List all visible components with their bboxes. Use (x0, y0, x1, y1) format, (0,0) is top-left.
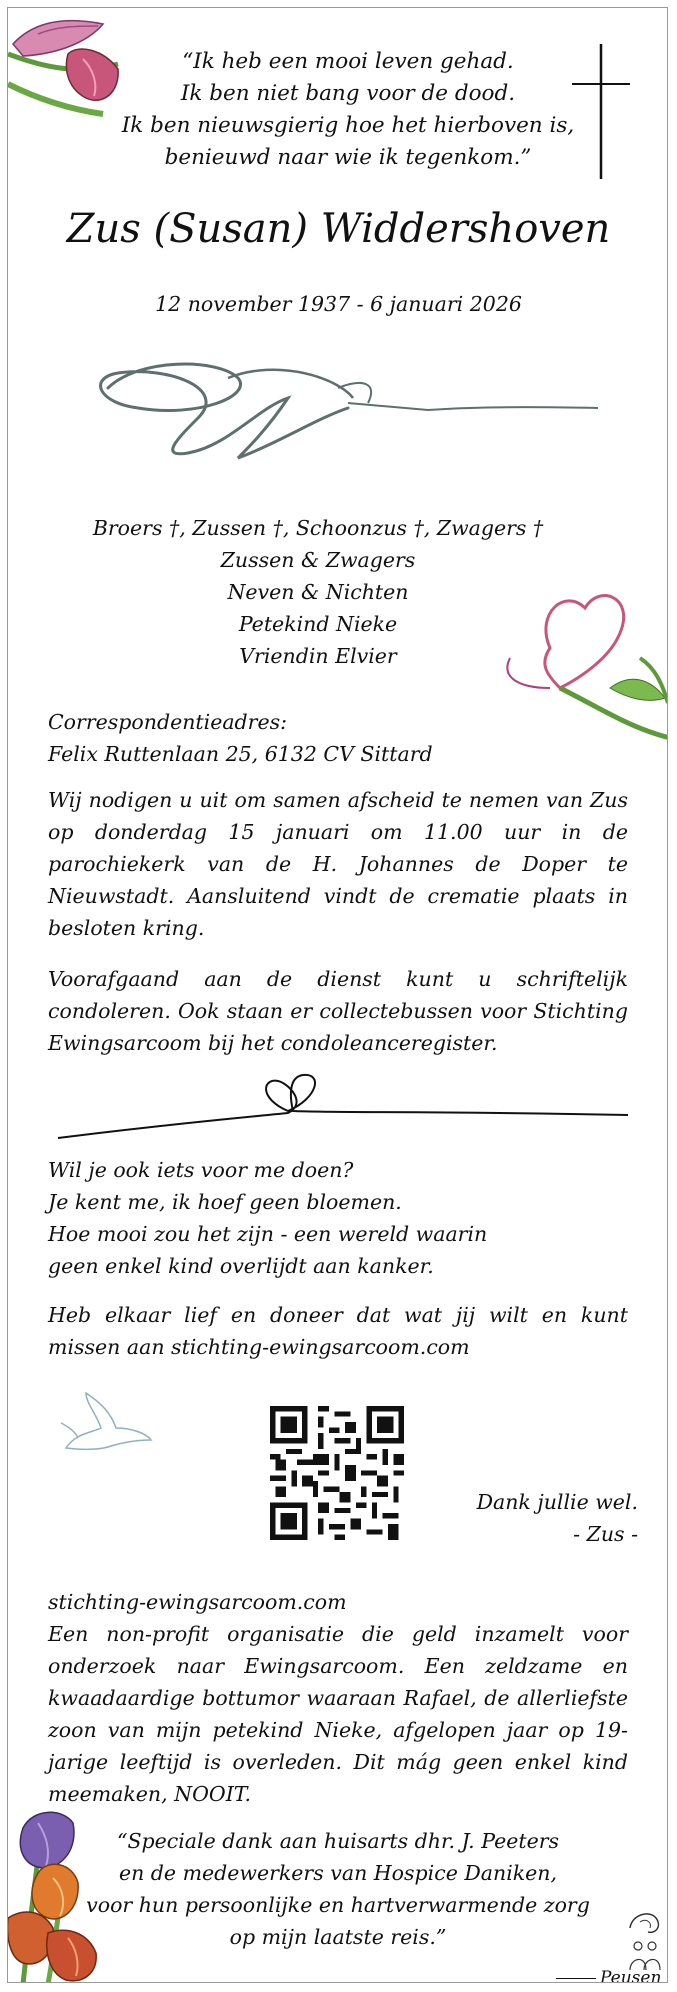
thanks-signoff: - Zus - (573, 1522, 638, 1546)
life-dates: 12 november 1937 - 6 januari 2026 (155, 292, 522, 316)
family-line: Neven & Nichten (227, 580, 409, 604)
closing-thanks (48, 1825, 628, 1953)
invitation-text: Wij nodigen u uit om samen afscheid te nemen van Zus op donderdag 15 januari om 11.00 uur in de parochiekerk van de H. Johannes de Doper te Nieuwstadt. Aansluitend vindt de crematie plaats in besloten kring. (48, 788, 628, 940)
closing-line: en de medewerkers van Hospice Daniken, (118, 1861, 558, 1885)
wish-line: Wil je ook iets voor me doen? (48, 1158, 354, 1182)
poem-line: “Ik heb een mooi leven gehad. (182, 49, 514, 74)
publisher-name (556, 1968, 661, 1983)
foundation-block (48, 1586, 628, 1810)
obituary-card (7, 7, 668, 1983)
closing-line: voor hun persoonlijke en hartverwarmende zorg (86, 1893, 590, 1917)
correspondence-block (48, 706, 628, 770)
wish-line: geen enkel kind overlijdt aan kanker. (48, 1254, 434, 1278)
opening-poem (98, 46, 598, 174)
family-line: Zussen & Zwagers (220, 548, 416, 572)
thanks-block (428, 1486, 638, 1550)
deceased-name: Zus (Susan) Widdershoven (66, 206, 611, 252)
publisher-label: Peusen (600, 1968, 662, 1983)
poem-line: Ik ben niet bang voor de dood. (180, 81, 516, 106)
thanks-line: Dank jullie wel. (476, 1490, 638, 1514)
wish-line: Hoe mooi zou het zijn - een wereld waarin (48, 1222, 488, 1246)
wish-line: Je kent me, ik hoef geen bloemen. (48, 1190, 402, 1214)
heart-line-ornament (58, 1063, 628, 1143)
poem-line: Ik ben nieuwsgierig hoe het hierboven is, (121, 113, 575, 138)
closing-line: op mijn laatste reis.” (229, 1925, 447, 1949)
wish-block (48, 1154, 628, 1282)
poem-line: benieuwd naar wie ik tegenkom.” (164, 145, 532, 170)
foundation-text: Een non-profit organisatie die geld inzamelt voor onderzoek naar Ewingsarcoom. Een zeldzame en kwaadaardige bottumor waaraan Rafael, de allerliefste zoon van mijn petekind Nieke, afgelopen jaar op 19-jarige leeftijd is overleden. Dit mág geen enkel kind meemaken, NOOIT. (48, 1622, 628, 1806)
family-line: Broers †, Zussen †, Schoonzus †, Zwagers † (92, 516, 544, 540)
correspondence-address: Felix Ruttenlaan 25, 6132 CV Sittard (48, 742, 433, 766)
donate-text: Heb elkaar lief en doneer dat wat jij wilt en kunt missen aan stichting-ewingsarcoom.com (48, 1303, 628, 1359)
family-line: Vriendin Elvier (239, 644, 397, 668)
correspondence-label: Correspondentieadres: (48, 710, 288, 734)
condolences-text: Voorafgaand aan de dienst kunt u schriftelijk condoleren. Ook staan er collectebussen voor Stichting Ewingsarcoom bij het condoleanceregister. (48, 967, 628, 1055)
handwritten-signature (78, 348, 598, 478)
family-line: Petekind Nieke (238, 612, 398, 636)
dove-illustration (56, 1388, 156, 1458)
closing-line: “Speciale dank aan huisarts dhr. J. Peeters (116, 1829, 560, 1853)
qr-code (270, 1406, 404, 1540)
foundation-url: stichting-ewingsarcoom.com (48, 1590, 347, 1614)
